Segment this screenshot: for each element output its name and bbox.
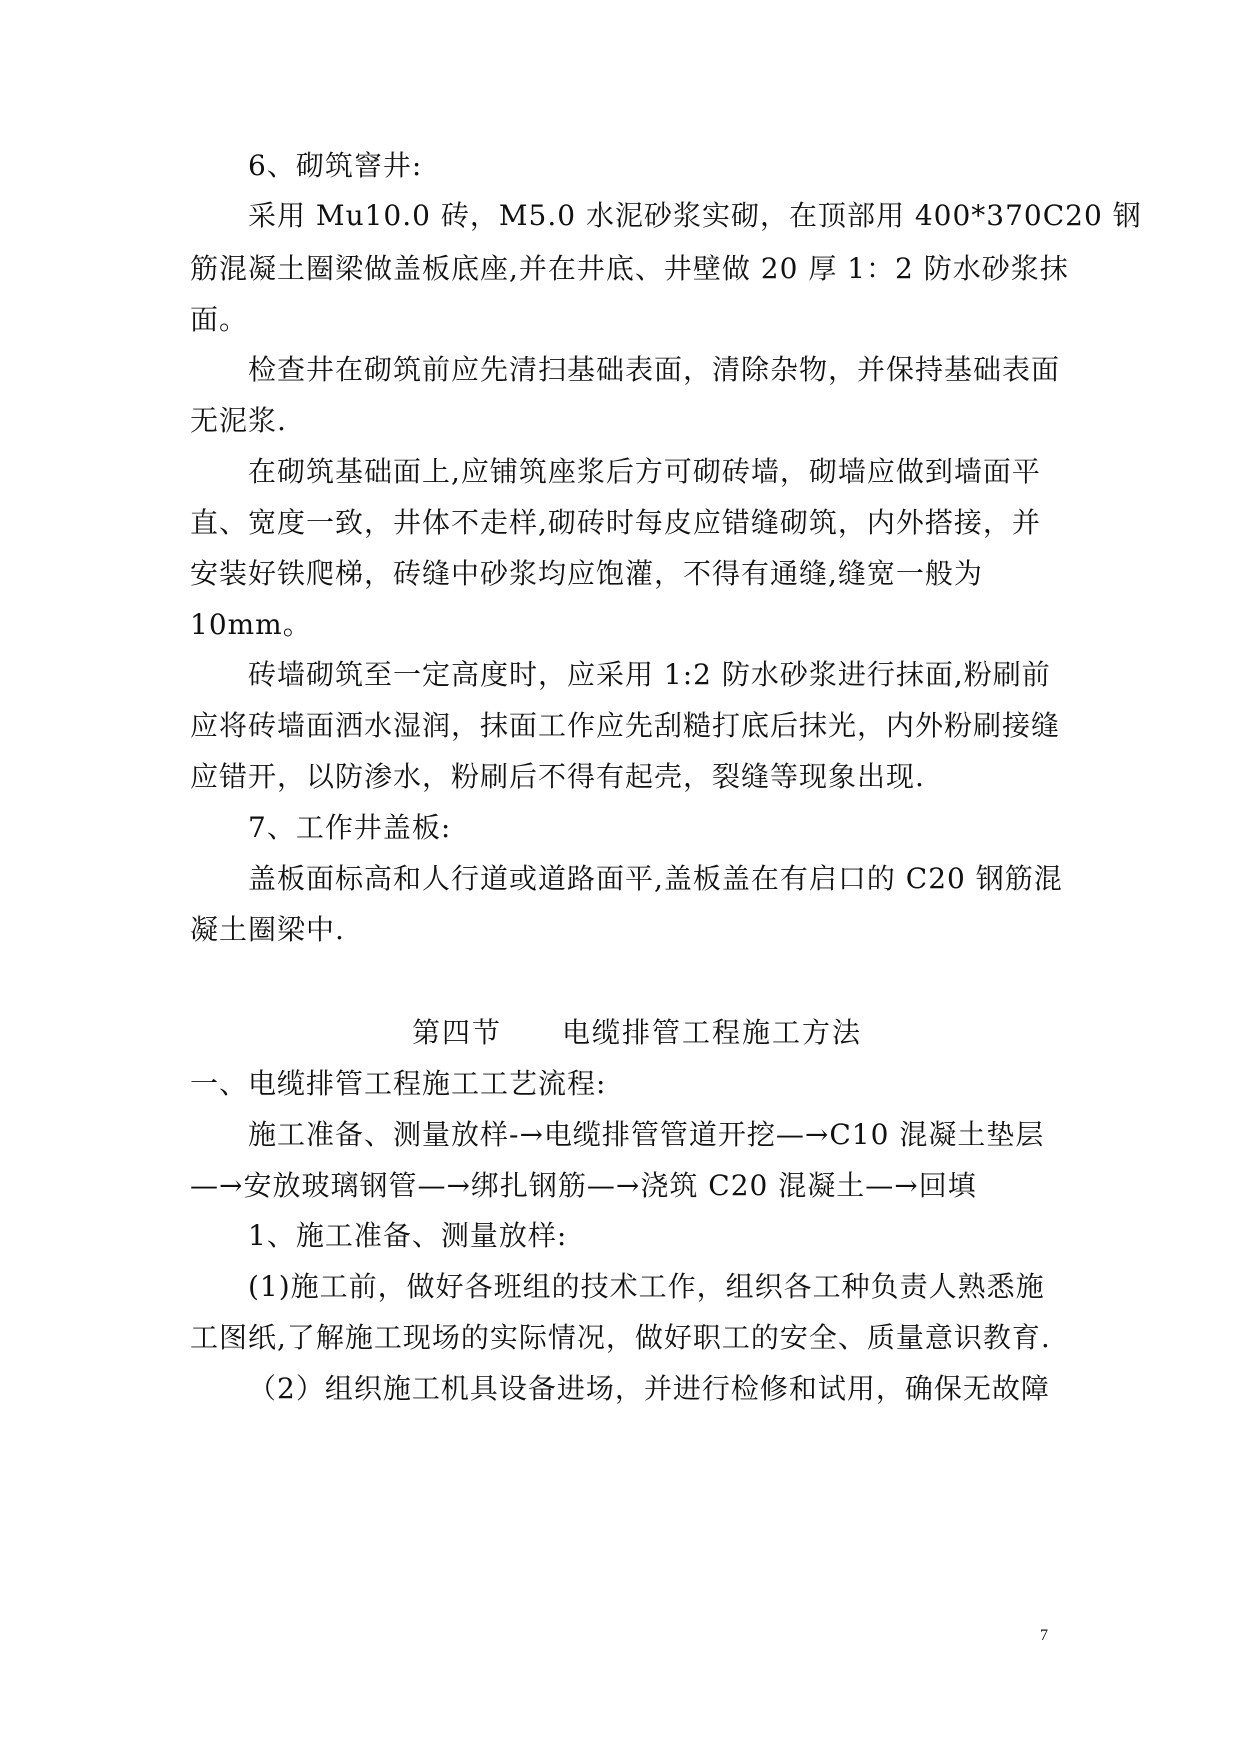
item-7-heading: 7、工作井盖板: [248, 811, 452, 844]
paragraph-line: 工图纸,了解施工现场的实际情况，做好职工的安全、质量意识教育. [190, 1321, 1051, 1354]
item-6-heading: 6、砌筑窨井: [248, 149, 423, 182]
paragraph-line: 无泥浆. [190, 404, 287, 437]
paragraph-line: 面。 [190, 303, 249, 336]
paragraph-line: 凝土圈梁中. [190, 913, 345, 946]
section-heading: 第四节 电缆排管工程施工方法 [412, 1016, 863, 1049]
paragraph-line: 采用 Mu10.0 砖，M5.0 水泥砂浆实砌，在顶部用 400*370C20 钢 [248, 199, 1142, 232]
paragraph-line: 施工准备、测量放样-→电缆排管管道开挖—→C10 混凝土垫层 [248, 1118, 1045, 1151]
paragraph-line: 在砌筑基础面上,应铺筑座浆后方可砌砖墙，砌墙应做到墙面平 [248, 455, 1041, 488]
paragraph-line: 安装好铁爬梯，砖缝中砂浆均应饱灌，不得有通缝,缝宽一般为 [190, 557, 983, 590]
item-1-heading: 1、施工准备、测量放样: [248, 1219, 568, 1252]
paragraph-line: 应将砖墙面洒水湿润，抹面工作应先刮糙打底后抹光，内外粉刷接缝 [190, 709, 1061, 742]
paragraph-line: (1)施工前，做好各班组的技术工作，组织各工种负责人熟悉施 [248, 1270, 1045, 1303]
subsection-heading: 一、电缆排管工程施工工艺流程: [190, 1067, 607, 1100]
paragraph-line: 10mm。 [190, 608, 312, 641]
paragraph-line: —→安放玻璃钢管—→绑扎钢筋—→浇筑 C20 混凝土—→回填 [190, 1169, 977, 1202]
paragraph-line: 检查井在砌筑前应先清扫基础表面，清除杂物，并保持基础表面 [248, 353, 1061, 386]
paragraph-line: 应错开，以防渗水，粉刷后不得有起壳，裂缝等现象出现. [190, 760, 925, 793]
paragraph-line: 盖板面标高和人行道或道路面平,盖板盖在有启口的 C20 钢筋混 [248, 862, 1063, 895]
paragraph-line: 砖墙砌筑至一定高度时，应采用 1:2 防水砂浆进行抹面,粉刷前 [248, 658, 1051, 691]
page-number: 7 [1040, 1627, 1048, 1644]
paragraph-line: 筋混凝土圈梁做盖板底座,并在井底、井壁做 20 厚 1：2 防水砂浆抹 [190, 252, 1069, 285]
paragraph-line: 直、宽度一致，井体不走样,砌砖时每皮应错缝砌筑，内外搭接，并 [190, 506, 1041, 539]
paragraph-line: （2）组织施工机具设备进场，并进行检修和试用，确保无故障 [248, 1372, 1050, 1405]
